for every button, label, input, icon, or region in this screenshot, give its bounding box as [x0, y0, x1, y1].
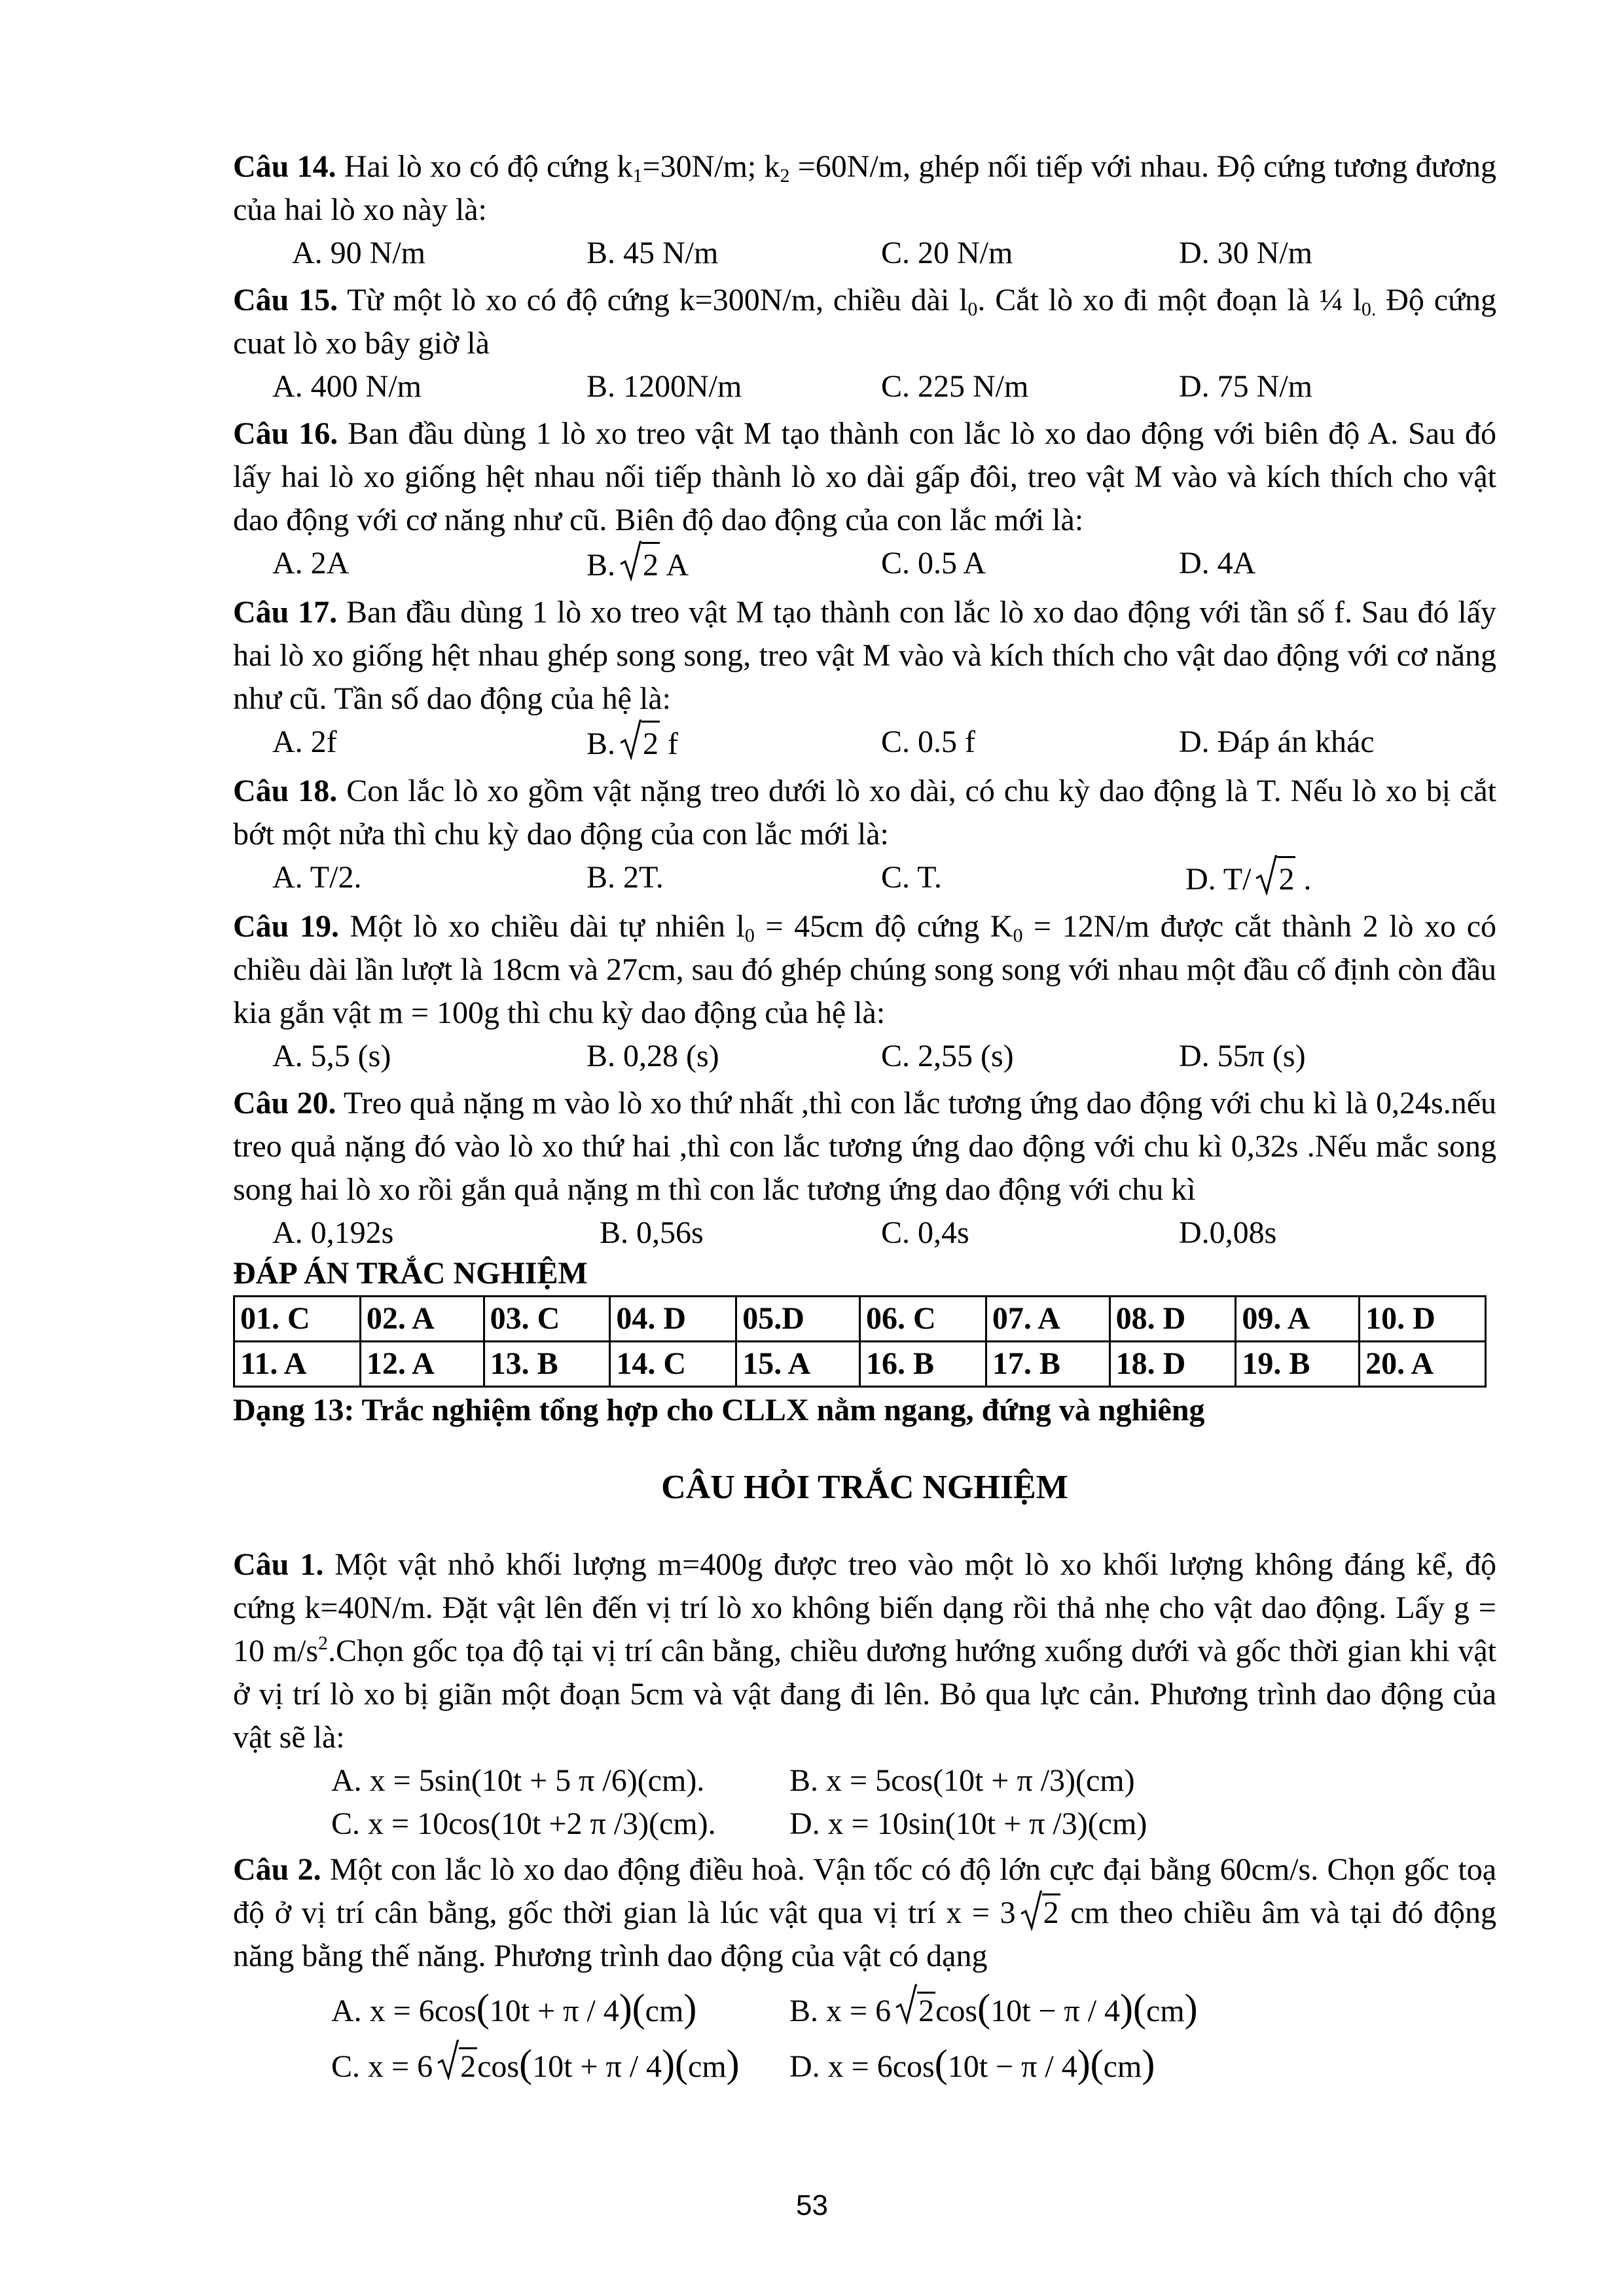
- question-19-options: [233, 1035, 1496, 1078]
- table-cell: 14. C: [610, 1342, 736, 1387]
- question-16-options: [233, 542, 1496, 587]
- table-cell: 20. A: [1360, 1342, 1486, 1387]
- question-label: Câu 15.: [233, 283, 338, 317]
- option-c: C. 2,55 (s): [881, 1039, 1014, 1073]
- option-b: B. 0,28 (s): [586, 1039, 719, 1073]
- table-cell: 08. D: [1110, 1297, 1236, 1342]
- table-cell: 05.D: [736, 1297, 860, 1342]
- question-1-options-row2: [233, 1803, 1496, 1846]
- question-18-options: [233, 856, 1496, 901]
- table-cell: 10. D: [1360, 1297, 1486, 1342]
- question-2: Câu 2. Một con lắc lò xo dao động điều hoà. Vận tốc có độ lớn cực đại bằng 60cm/s. Chọn gốc toạ độ ở vị trí cân bằng, gốc thời gian là lúc vật qua vị trí x = 3 2 cm theo chiều âm và tại đó động năng bằng thế năng. Phương trình dao động của vật có dạng: [233, 1852, 1496, 1973]
- question-20: Câu 20. Treo quả nặng m vào lò xo thứ nhất ,thì con lắc tương ứng dao động với chu kì là 0,24s.nếu treo quả nặng đó vào lò xo thứ hai ,thì con lắc tương ứng dao động với chu kì 0,32s .Nếu mắc song song hai lò xo rồi gắn quả nặng m thì con lắc tương ứng dao động với chu kì: [233, 1086, 1497, 1207]
- question-label: Câu 14.: [233, 149, 336, 184]
- option-a: A. 2A: [272, 546, 350, 581]
- question-1: Câu 1. Một vật nhỏ khối lượng m=400g được treo vào một lò xo khối lượng không đáng kể, độ cứng k=40N/m. Đặt vật lên đến vị trí lò xo không biến dạng rồi thả nhẹ cho vật dao động. Lấy g = 10 $m/s^2.Chọn$ gốc tọa độ tại vị trí cân bằng, chiều dương hướng xuống dưới và gốc thời gian khi vật ở vị trí lò xo bị giãn một đoạn 5cm và vật đang đi lên. Bỏ qua lực cản. Phương trình dao động của vật sẽ là:: [233, 1547, 1497, 1755]
- table-cell: 03. C: [484, 1297, 610, 1342]
- option-b: B. 45 N/m: [586, 236, 719, 270]
- question-label: Câu 20.: [233, 1086, 336, 1121]
- table-cell: 01. C: [234, 1297, 361, 1342]
- question-18: Câu 18. Con lắc lò xo gồm vật nặng treo dưới lò xo dài, có chu kỳ dao động là T. Nếu lò xo bị cắt bớt một nửa thì chu kỳ dao động của con lắc mới là:: [233, 774, 1496, 852]
- option-a: A. 2f: [272, 725, 337, 759]
- option-a: A. 5,5 (s): [272, 1039, 391, 1073]
- table-cell: 13. B: [484, 1342, 610, 1387]
- sqrt-symbol: 2: [619, 542, 660, 587]
- table-cell: 12. A: [360, 1342, 484, 1387]
- option-a: A. 400 N/m: [272, 369, 422, 404]
- option-d: D. Đáp án khác: [1179, 725, 1375, 759]
- option-c: C. T.: [881, 860, 942, 895]
- question-2-options-row2: [233, 2037, 1496, 2093]
- question-label: Câu 19.: [233, 909, 339, 944]
- option-b: B. 2 f: [586, 721, 881, 766]
- option-d: D. 30 N/m: [1179, 236, 1312, 270]
- sqrt-symbol: 2: [437, 2041, 477, 2093]
- question-label: Câu 1.: [233, 1547, 324, 1582]
- table-cell: 15. A: [736, 1342, 860, 1387]
- answer-key-heading: ĐÁP ÁN TRẮC NGHIỆM: [233, 1256, 588, 1291]
- question-14: Câu 14. Hai lò xo có độ cứng $k_1=30N/m$; $k_2 =60N/m$, ghép nối tiếp với nhau. Độ cứng tương đương của hai lò xo này là:: [233, 149, 1496, 227]
- table-cell: 11. A: [234, 1342, 361, 1387]
- section-subtitle: CÂU HỎI TRẮC NGHIỆM: [661, 1469, 1068, 1506]
- table-cell: 18. D: [1110, 1342, 1236, 1387]
- sqrt-symbol: 2: [1255, 856, 1295, 901]
- question-19: Câu 19. Một lò xo chiều dài tự nhiên $l_0 = 45cm$ độ cứng $K_0 = 12N/m$ được cắt thành 2 lò xo có chiều dài lần lượt là 18cm và 27cm, sau đó ghép chúng song song với nhau một đầu cố định còn đầu kia gắn vật m = 100g thì chu kỳ dao động của hệ là:: [233, 909, 1497, 1030]
- sqrt-symbol: 2: [895, 1985, 935, 2037]
- option-a: A. x = 5sin(10t + 5 π /6)(cm).: [331, 1763, 705, 1798]
- sqrt-symbol: 2: [1020, 1892, 1060, 1935]
- option-d: D. x = 10sin(10t + π /3)(cm): [789, 1806, 1147, 1841]
- option-c: C. x = 6 2cos(10t + π / 4)(cm): [331, 2037, 789, 2093]
- table-row: [234, 1342, 1486, 1387]
- table-row: [234, 1297, 1486, 1342]
- table-cell: 02. A: [360, 1297, 484, 1342]
- option-d: D. 4A: [1179, 546, 1256, 581]
- question-label: Câu 17.: [233, 595, 338, 630]
- option-b: B. 1200N/m: [586, 369, 742, 404]
- question-20-options: [233, 1211, 1496, 1255]
- table-cell: 19. B: [1236, 1342, 1360, 1387]
- option-a: A. T/2.: [272, 860, 362, 895]
- question-1-options-row1: [233, 1759, 1496, 1803]
- option-d: D. x = 6cos(10t − π / 4)(cm): [789, 2042, 1155, 2085]
- question-label: Câu 16.: [233, 416, 338, 451]
- option-d: D. 55π (s): [1179, 1039, 1306, 1073]
- option-d: D.0,08s: [1179, 1215, 1277, 1250]
- answer-key-table: [233, 1295, 1487, 1388]
- question-label: Câu 18.: [233, 774, 338, 808]
- option-c: C. 225 N/m: [881, 369, 1029, 404]
- option-c: C. x = 10cos(10t +2 π /3)(cm).: [331, 1806, 716, 1841]
- question-15: Câu 15. Từ một lò xo có độ cứng k=300N/m, chiều dài $l_0$. Cắt lò xo đi một đoạn là ¼ $l_{0.}$ Độ cứng cuat lò xo bây giờ là: [233, 283, 1497, 361]
- table-cell: 07. A: [986, 1297, 1110, 1342]
- option-c: C. 0,4s: [881, 1215, 969, 1250]
- page-number: 53: [796, 2189, 828, 2221]
- section-title: Dạng 13: Trắc nghiệm tổng hợp cho CLLX nằm ngang, đứng và nghiêng: [233, 1393, 1205, 1427]
- table-cell: 06. C: [859, 1297, 986, 1342]
- question-16: Câu 16. Ban đầu dùng 1 lò xo treo vật M tạo thành con lắc lò xo dao động với biên độ A. Sau đó lấy hai lò xo giống hệt nhau nối tiếp thành lò xo dài gấp đôi, treo vật M vào và kích thích cho vật dao động với cơ năng như cũ. Biên độ dao động của con lắc mới là:: [233, 416, 1497, 537]
- option-b: B. x = 6 2cos(10t − π / 4)(cm): [789, 1982, 1198, 2037]
- option-c: C. 20 N/m: [881, 236, 1013, 270]
- option-a: A. 0,192s: [272, 1215, 394, 1250]
- question-2-options-row1: [233, 1982, 1496, 2037]
- option-b: B. 2 A: [586, 542, 881, 587]
- question-label: Câu 2.: [233, 1852, 321, 1887]
- question-15-options: [233, 365, 1496, 408]
- option-b: B. 2T.: [586, 860, 664, 895]
- document-page: [233, 145, 1496, 2093]
- option-c: C. 0.5 A: [881, 546, 986, 581]
- question-14-options: [233, 232, 1496, 275]
- option-d: D. 75 N/m: [1179, 369, 1312, 404]
- option-d: D. T/ 2 .: [1185, 856, 1447, 901]
- sqrt-symbol: 2: [619, 721, 660, 766]
- option-a: A. 90 N/m: [292, 236, 425, 270]
- question-17: Câu 17. Ban đầu dùng 1 lò xo treo vật M tạo thành con lắc lò xo dao động với tần số f. Sau đó lấy hai lò xo giống hệt nhau ghép song song, treo vật M vào và kích thích cho vật dao động với cơ năng như cũ. Tần số dao động của hệ là:: [233, 595, 1496, 716]
- option-b: B. x = 5cos(10t + π /3)(cm): [789, 1763, 1135, 1798]
- question-17-options: [233, 721, 1496, 766]
- table-cell: 09. A: [1236, 1297, 1360, 1342]
- option-c: C. 0.5 f: [881, 725, 975, 759]
- table-cell: 04. D: [610, 1297, 736, 1342]
- option-a: A. x = 6cos(10t + π / 4)(cm): [331, 1986, 697, 2030]
- table-cell: 16. B: [859, 1342, 986, 1387]
- option-b: B. 0,56s: [600, 1215, 704, 1250]
- table-cell: 17. B: [986, 1342, 1110, 1387]
